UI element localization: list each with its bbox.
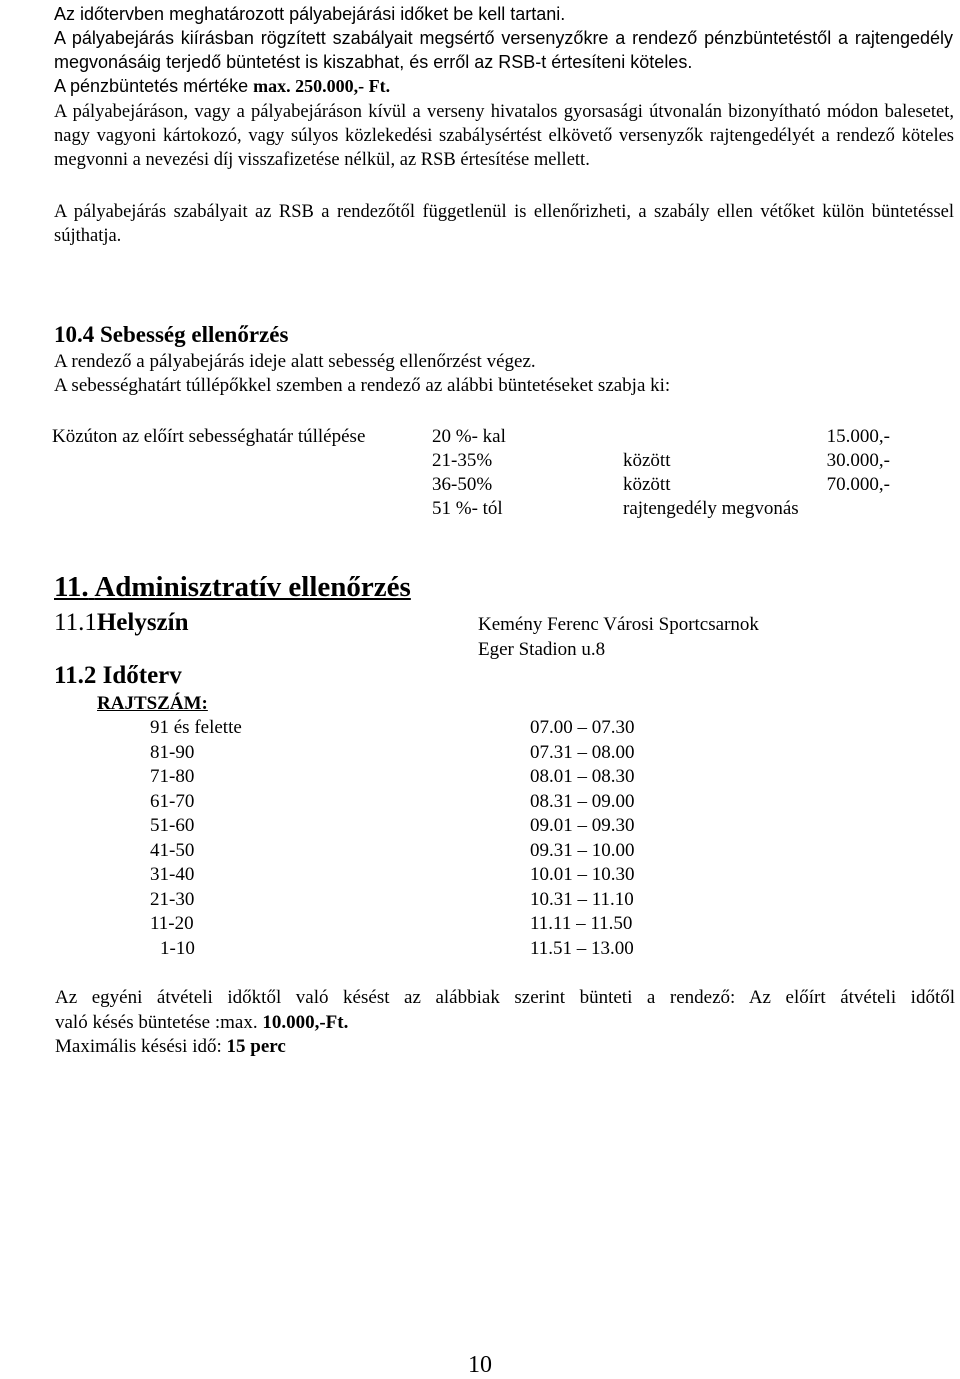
penalty-range: 36-50% [432,474,493,495]
schedule-time: 10.31 – 11.10 [530,889,634,910]
venue-address: Eger Stadion u.8 [478,639,606,660]
penalty-amount: 70.000,- [826,474,890,495]
schedule-range: 81-90 [150,742,195,763]
schedule-time: 07.31 – 08.00 [530,742,635,763]
schedule-time: 07.00 – 07.30 [530,717,635,738]
schedule-time: 11.11 – 11.50 [530,913,633,934]
penalty-range: 21-35% [432,450,493,471]
intro-paragraph-2: A pályabejárás kiírásban rögzített szabályait megsértő versenyzőkre a rendező pénzbüntetéstől a rajtengedély megvonásáig terjedő büntetést is kiszabhat, és erről az RSB-t értesíteni köteles. [54,28,953,72]
intro-paragraph-3: A pályabejáráson, vagy a pályabejáráson kívül a verseny hivatalos gyorsasági útvonalán bizonyítható módon balesetet, nagy vagyoni kártokozó, vagy súlyos közlekedési szabálysértést elkövető versenyzők rajtengedélyét a rendező köteles megvonni a nevezési díj visszafizetése nélkül, az RSB értesítése mellett. [54,102,954,170]
intro-paragraph-4: A pályabejárás szabályait az RSB a rendezőtől függetlenül is ellenőrizheti, a szabály ellen vétőket külön büntetéssel sújthatja. [54,202,954,246]
schedule-range: 1-10 [160,938,195,959]
schedule-range: 11-20 [150,913,194,934]
late-penalty-amount: 10.000,-Ft. [262,1012,349,1033]
section-11-2-number: 11.2 [54,662,97,689]
late-penalty-prefix: való késés büntetése :max. [55,1012,263,1033]
section-10-4-number: 10.4 [54,322,95,347]
penalty-table-label: Közúton az előírt sebességhatár túllépése [52,426,366,447]
intro-line-1: Az időtervben meghatározott pályabejárási időket be kell tartani. [54,4,566,24]
late-penalty-line-1: Az egyéni átvételi időktől való késést az alábbiak szerint bünteti a rendező: Az előírt átvételi időtől [55,987,955,1008]
penalty-word: között [623,450,671,471]
max-late-prefix: Maximális késési idő: [55,1036,227,1057]
penalty-range: 20 %- kal [432,426,506,447]
section-10-4-heading [54,322,288,348]
schedule-range: 61-70 [150,791,195,812]
fine-line [54,74,390,98]
max-late-value: 15 perc [226,1036,286,1057]
schedule-range: 91 és felette [150,717,242,738]
max-late-line [55,1035,286,1059]
section-11-number: 11. [54,571,89,603]
fine-amount: max. 250.000,- Ft. [253,76,391,96]
schedule-range: 51-60 [150,815,195,836]
schedule-range: 31-40 [150,864,195,885]
speed-check-line-1: A rendező a pályabejárás ideje alatt sebesség ellenőrzést végez. [54,351,536,372]
penalty-amount: 30.000,- [826,450,890,471]
section-11-heading [54,571,411,604]
schedule-header: RAJTSZÁM: [97,693,208,714]
schedule-range: 21-30 [150,889,195,910]
schedule-time: 10.01 – 10.30 [530,864,635,885]
schedule-time: 09.31 – 10.00 [530,840,635,861]
section-11-2-title: Időterv [102,662,182,689]
penalty-word: rajtengedély megvonás [623,498,799,519]
penalty-range: 51 %- tól [432,498,503,519]
schedule-range: 41-50 [150,840,195,861]
venue-name: Kemény Ferenc Városi Sportcsarnok [478,614,759,635]
page-number: 10 [468,1352,492,1378]
schedule-range: 71-80 [150,766,195,787]
schedule-time: 08.01 – 08.30 [530,766,635,787]
schedule-time: 08.31 – 09.00 [530,791,635,812]
schedule-time: 11.51 – 13.00 [530,938,634,959]
section-11-1-title: Helyszín [96,609,189,636]
penalty-word: között [623,474,671,495]
penalty-amount: 15.000,- [826,426,890,447]
section-10-4-title: Sebesség ellenőrzés [100,322,289,347]
section-11-1-number: 11.1 [54,609,97,636]
late-penalty-line-2 [55,1011,348,1035]
section-11-1-heading [54,609,189,637]
fine-prefix: A pénzbüntetés mértéke [54,76,254,96]
schedule-time: 09.01 – 09.30 [530,815,635,836]
section-11-2-heading [54,662,182,690]
section-11-title: Adminisztratív ellenőrzés [94,571,411,603]
speed-check-line-2: A sebességhatárt túllépőkkel szemben a rendező az alábbi büntetéseket szabja ki: [54,375,671,396]
